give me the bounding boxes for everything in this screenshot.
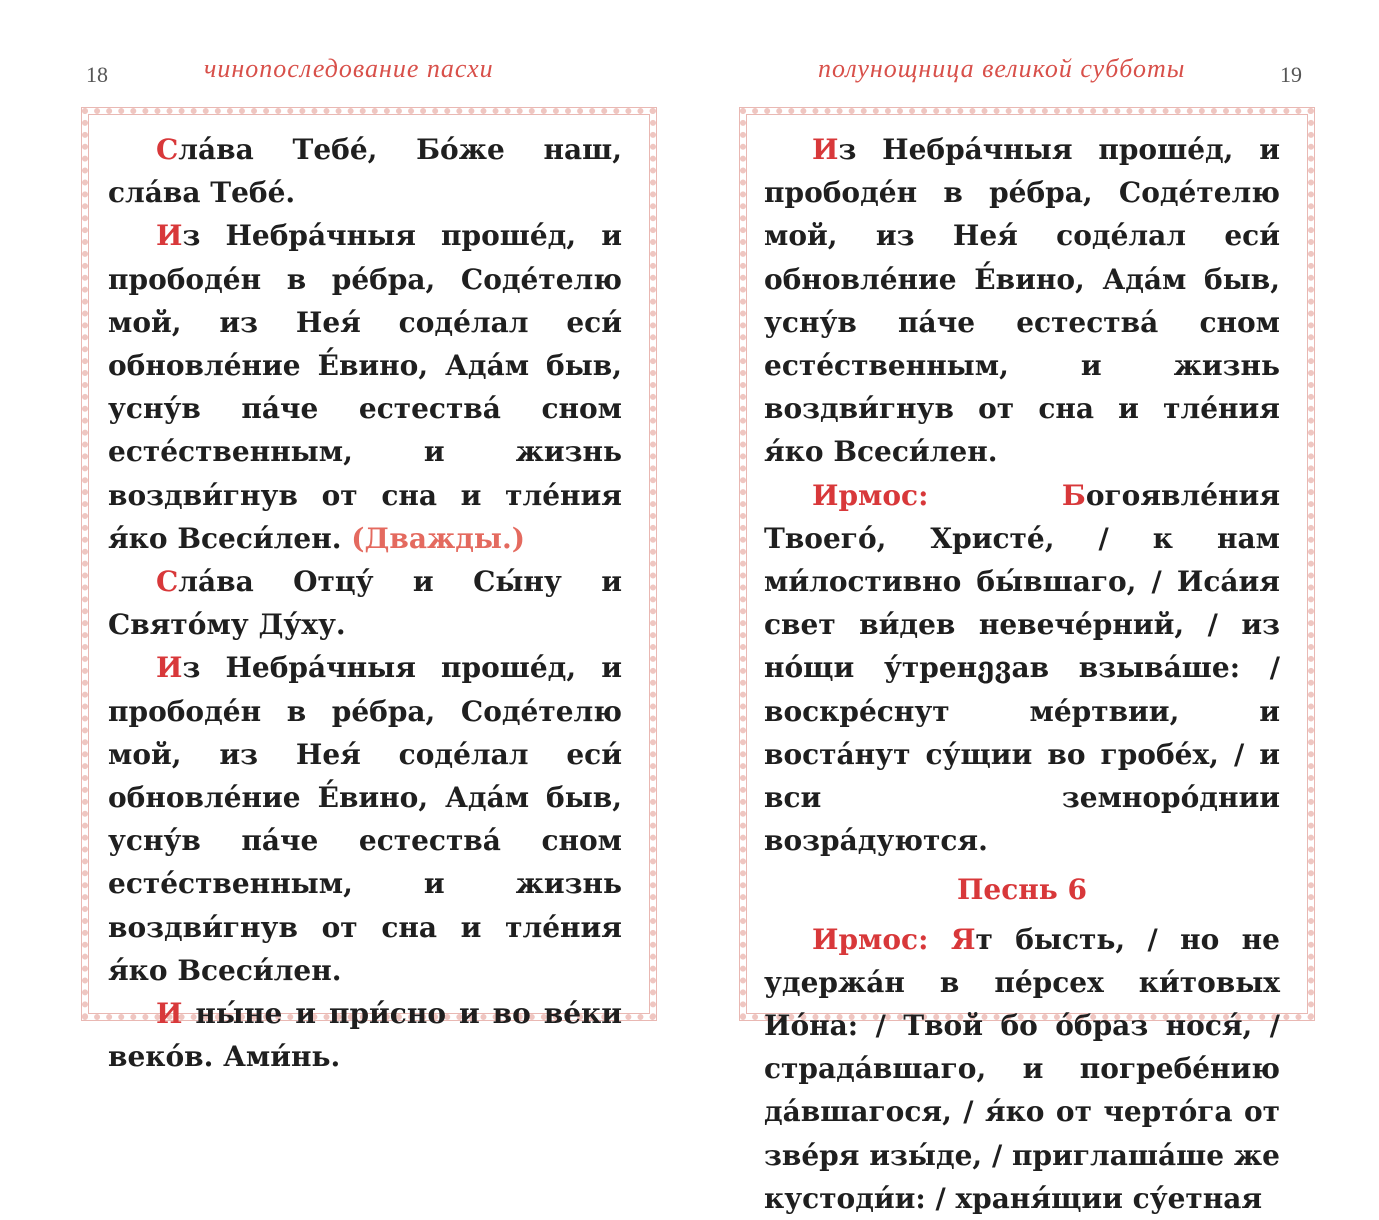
paragraph [764,918,1280,1220]
red-initial: И [156,997,183,1031]
red-initial: И [812,133,839,166]
paragraph [108,646,622,992]
page-text [108,128,622,1078]
red-initial: Я [950,922,976,956]
paragraph [764,474,1280,863]
running-title: чинопоследование пасхи [204,54,494,83]
page-text [764,128,1280,1220]
paragraph-text: т бысть, / но не удержа́н в пе́рсех ки́товых Ио́на: / Твой бо о́браз нося́, / страда́вшаго, и погребе́нию да́вшагося, / я́ко от черто́га от зве́ря изы́де, / приглаша́ше же кустоди́и: / храня́щии су́етная [764,922,1280,1215]
right-page [690,0,1379,1215]
paragraph-text: з Небра́чныя проше́д, и прободе́н в ре́бра, Соде́телю мой, из Нея́ соде́лал еси́ обновле́ние Е́вино, Ада́м быв, усну́в па́че естества́ сном есте́ственным, и жизнь воздви́гнув от сна и тле́ния я́ко Всеси́лен. [108,651,622,987]
paragraph-text: ла́ва Отцу́ и Сы́ну и Свято́му Ду́ху. [108,565,622,642]
paragraph [108,560,622,646]
irmos-label: Ирмос: [812,478,1062,512]
paragraph-text: ны́не и при́сно и во ве́ки веко́в. Ами́нь. [108,997,622,1074]
red-initial: И [156,651,183,685]
paragraph-text: огоявле́ния Твоего́, Христе́, / к нам ми́лостивно бы́вшаго, / Иса́ия свет ви́дев невече́рний, / из но́щи у́тренევав взыва́ше: / воскре́снут ме́ртвии, и воста́нут су́щии во гробе́х, / и вси земноро́днии возра́дуются. [764,478,1280,858]
red-initial: С [156,565,179,599]
section-heading: Песнь 6 [956,873,1088,907]
paragraph [108,992,622,1078]
red-initial: С [156,133,179,166]
paragraph-text: ла́ва Тебе́, Бо́же наш, сла́ва Тебе́. [108,133,622,210]
page-number: 19 [1280,62,1302,87]
red-initial: Б [1061,478,1086,512]
paragraph-text: з Небра́чныя проше́д, и прободе́н в ре́бра, Соде́телю мой, из Нея́ соде́лал еси́ обновле́ние Е́вино, Ада́м быв, усну́в па́че естества́ сном есте́ственным, и жизнь воздви́гнув от сна и тле́ния я́ко Всеси́лен. [108,219,622,555]
paragraph [108,128,622,214]
paragraph [764,128,1280,474]
running-title: полунощница великой субботы [818,54,1186,83]
paragraph-text: з Небра́чныя проше́д, и прободе́н в ре́бра, Соде́телю мой, из Нея́ соде́лал еси́ обновле́ние Е́вино, Ада́м быв, усну́в па́че естества́ сном есте́ственным, и жизнь воздви́гнув от сна и тле́ния я́ко Всеси́лен. [764,133,1280,469]
left-page [0,0,690,1080]
rubric: (Дважды.) [351,521,525,555]
paragraph [108,214,622,560]
page-number: 18 [86,62,108,87]
red-initial: И [156,219,183,253]
irmos-label: Ирмос: [812,922,951,956]
